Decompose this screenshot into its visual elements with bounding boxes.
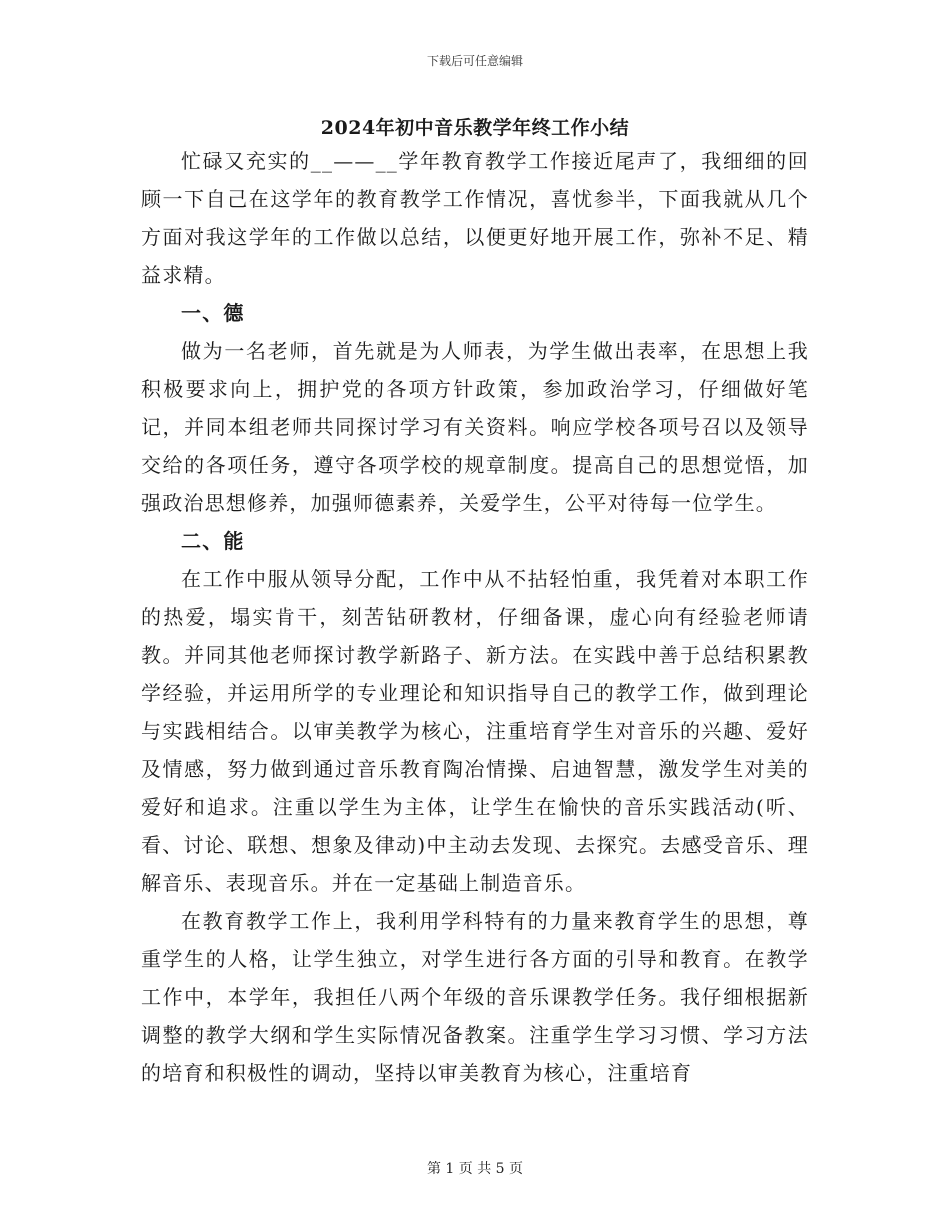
section-neng-paragraph-2: 在教育教学工作上，我利用学科特有的力量来教育学生的思想，尊重学生的人格，让学生独立，对学生进行各方面的引导和教育。在教学工作中，本学年，我担任八两个年级的音乐课教学任务。我仔细根据新调整的教学大纲和学生实际情况备教案。注重学生学习习惯、学习方法的培育和积极性的调动，坚持以审美教育为核心，注重培育 <box>141 909 809 1085</box>
document-title: 2024年初中音乐教学年终工作小结 <box>320 117 630 139</box>
page-number: 第 1 页 共 5 页 <box>426 1161 524 1177</box>
document-body <box>141 142 809 1092</box>
section-heading-neng: 二、能 <box>181 529 245 553</box>
section-neng-paragraph: 在工作中服从领导分配，工作中从不拈轻怕重，我凭着对本职工作的热爱，塌实肯干，刻苦钻研教材，仔细备课，虚心向有经验老师请教。并同其他老师探讨教学新路子、新方法。在实践中善于总结积累教学经验，并运用所学的专业理论和知识指导自己的教学工作，做到理论与实践相结合。以审美教学为核心，注重培育学生对音乐的兴趣、爱好及情感，努力做到通过音乐教育陶冶情操、启迪智慧，激发学生对美的爱好和追求。注重以学生为主体，让学生在愉快的音乐实践活动(听、看、讨论、联想、想象及律动)中主动去发现、去探究。去感受音乐、理解音乐、表现音乐。并在一定基础上制造音乐。 <box>141 567 809 895</box>
page-header-note: 下载后可任意编辑 <box>426 54 523 68</box>
section-heading-de: 一、德 <box>181 301 245 325</box>
intro-paragraph: 忙碌又充实的__——__学年教育教学工作接近尾声了，我细细的回顾一下自己在这学年的教育教学工作情况，喜忧参半，下面我就从几个方面对我这学年的工作做以总结，以便更好地开展工作，弥补不足、精益求精。 <box>141 149 809 287</box>
section-de-paragraph: 做为一名老师，首先就是为人师表，为学生做出表率，在思想上我积极要求向上，拥护党的各项方针政策，参加政治学习，仔细做好笔记，并同本组老师共同探讨学习有关资料。响应学校各项号召以及领导交给的各项任务，遵守各项学校的规章制度。提高自己的思想觉悟，加强政治思想修养，加强师德素养，关爱学生，公平对待每一位学生。 <box>141 339 809 515</box>
